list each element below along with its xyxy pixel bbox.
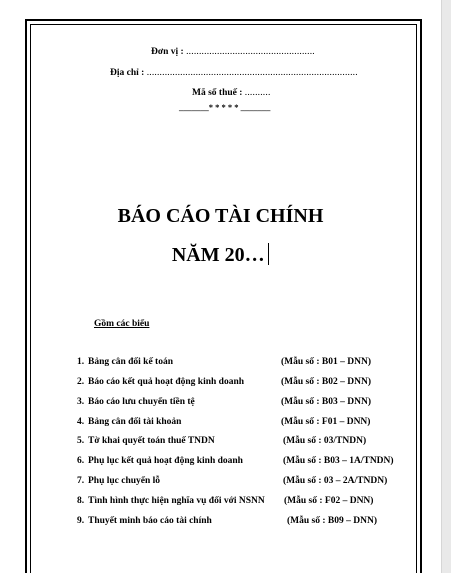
list-item bbox=[0, 456, 441, 470]
report-title: BÁO CÁO TÀI CHÍNH bbox=[117, 205, 324, 227]
list-item bbox=[0, 436, 441, 450]
item-number: 1. bbox=[77, 357, 85, 367]
text-cursor bbox=[268, 243, 270, 265]
item-form: (Mẫu số : B02 – DNN) bbox=[281, 377, 371, 387]
item-name: Tờ khai quyết toán thuế TNDN bbox=[88, 436, 215, 446]
unit-label: Đơn vị : bbox=[151, 47, 184, 57]
list-item bbox=[0, 377, 441, 391]
item-name: Báo cáo lưu chuyển tiền tệ bbox=[88, 397, 195, 407]
item-number: 2. bbox=[77, 377, 85, 387]
item-name: Phụ lục chuyển lỗ bbox=[88, 476, 161, 486]
item-name: Thuyết minh báo cáo tài chính bbox=[88, 516, 212, 526]
window-scrollbar[interactable] bbox=[441, 0, 451, 573]
item-form: (Mẫu số : B01 – DNN) bbox=[281, 357, 371, 367]
address-label: Địa chỉ : bbox=[110, 68, 145, 78]
tax-line bbox=[192, 88, 271, 98]
item-form: (Mẫu số : 03 – 2A/TNDN) bbox=[283, 476, 388, 486]
list-item bbox=[0, 476, 441, 490]
list-item bbox=[0, 397, 441, 411]
item-number: 7. bbox=[77, 476, 85, 486]
header-separator: _______* * * * * _______ bbox=[179, 102, 271, 112]
item-name: Bảng cân đối kế toán bbox=[88, 357, 173, 367]
item-number: 3. bbox=[77, 397, 85, 407]
list-item bbox=[0, 496, 441, 510]
item-number: 6. bbox=[77, 456, 85, 466]
address-line bbox=[110, 68, 358, 78]
tax-label: Mã số thuế : bbox=[192, 88, 243, 98]
item-number: 4. bbox=[77, 417, 85, 427]
item-number: 5. bbox=[77, 436, 85, 446]
item-form: (Mẫu số : F01 – DNN) bbox=[281, 417, 371, 427]
item-name: Phụ lục kết quả hoạt động kinh doanh bbox=[88, 456, 243, 466]
list-item bbox=[0, 357, 441, 371]
item-form: (Mẫu số : 03/TNDN) bbox=[283, 436, 367, 446]
item-number: 9. bbox=[77, 516, 85, 526]
unit-line bbox=[151, 47, 315, 57]
item-number: 8. bbox=[77, 496, 85, 506]
item-name: Tình hình thực hiện nghĩa vụ đối với NSNN bbox=[88, 496, 265, 506]
item-form: (Mẫu số : B03 – DNN) bbox=[281, 397, 371, 407]
report-year-line[interactable] bbox=[0, 243, 441, 267]
address-value: .................................................................................. bbox=[146, 68, 358, 78]
includes-heading: Gồm các biểu bbox=[94, 319, 150, 329]
item-form: (Mẫu số : B09 – DNN) bbox=[287, 516, 377, 526]
list-item bbox=[0, 417, 441, 431]
item-form: (Mẫu số : B03 – 1A/TNDN) bbox=[283, 456, 394, 466]
item-name: Báo cáo kết quả hoạt động kinh doanh bbox=[88, 377, 245, 387]
item-form: (Mẫu số : F02 – DNN) bbox=[284, 496, 374, 506]
list-item bbox=[0, 516, 441, 530]
unit-value: .................................................. bbox=[186, 47, 315, 57]
report-year: NĂM 20… bbox=[171, 244, 265, 266]
item-name: Bảng cân đối tài khoản bbox=[88, 417, 182, 427]
tax-value: .......... bbox=[244, 88, 271, 98]
